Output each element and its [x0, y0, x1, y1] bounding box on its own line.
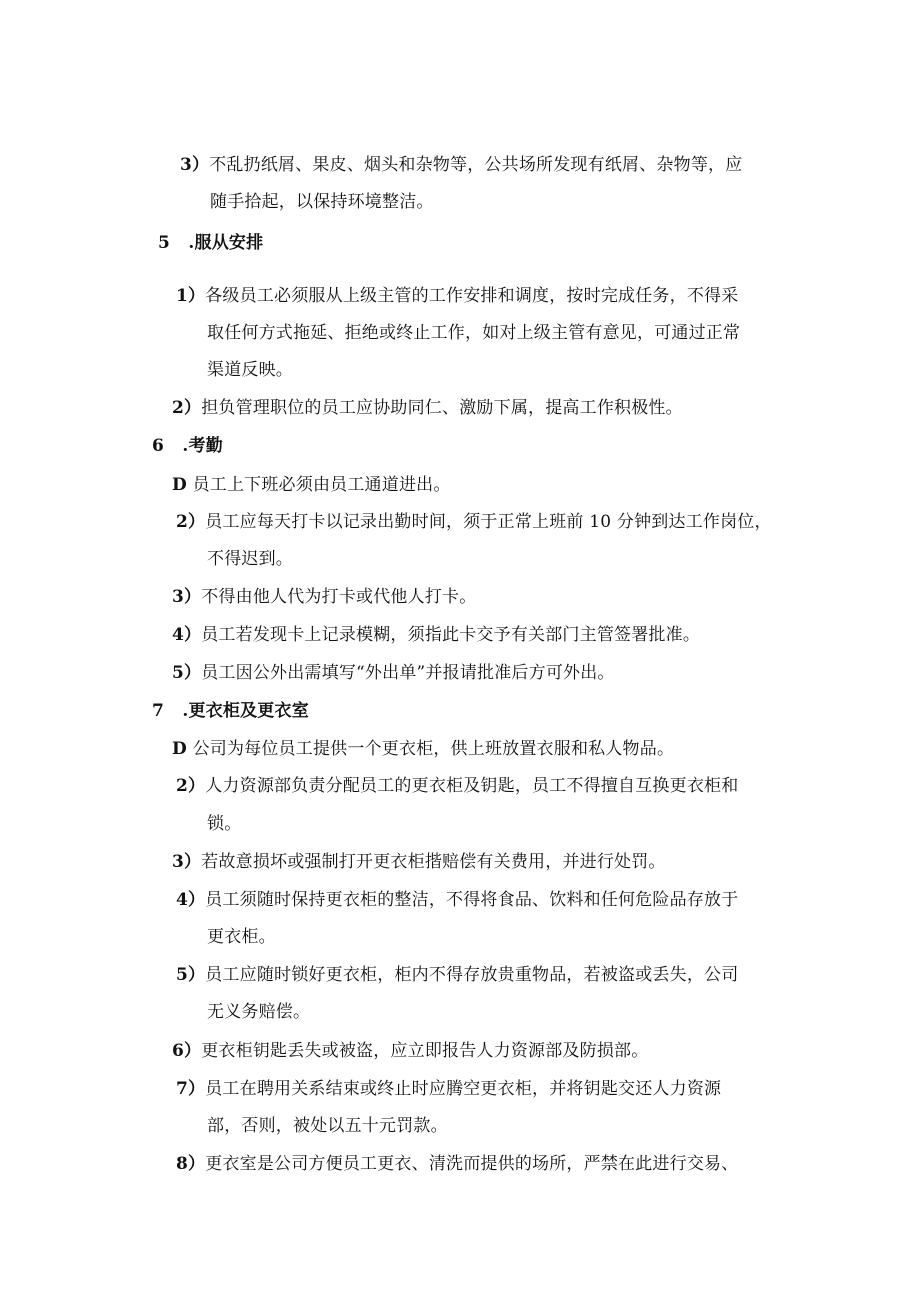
item-text: 不得由他人代为打卡或代他人打卡。 — [201, 587, 477, 607]
item-5-lock — [176, 963, 738, 987]
section-7-heading — [152, 699, 309, 723]
item-number: 2） — [176, 776, 206, 796]
item-text: 无义务赔偿。 — [207, 1002, 311, 1022]
item-6-key-lost — [172, 1039, 648, 1063]
item-text: 部，否则，被处以五十元罚款。 — [207, 1116, 448, 1136]
item-text: 人力资源部负责分配员工的更衣柜及钥匙，员工不得擅自互换更衣柜和 — [205, 776, 739, 796]
section-5-heading — [158, 231, 263, 255]
item-text: 更衣柜。 — [207, 927, 276, 947]
item-8-changing-room — [176, 1152, 738, 1176]
section-title: .考勤 — [182, 436, 223, 456]
item-text: 员工应每天打卡以记录出勤时间，须于正常上班前 10 分钟到达工作岗位， — [205, 512, 772, 532]
item-2-clock-in — [176, 510, 772, 534]
section-6-heading — [152, 434, 223, 458]
item-text: 员工应随时锁好更衣柜，柜内不得存放贵重物品，若被盗或丢失，公司 — [205, 965, 739, 985]
item-text: 公司为每位员工提供一个更衣柜，供上班放置衣服和私人物品。 — [192, 739, 675, 759]
item-text: 渠道反映。 — [207, 360, 293, 380]
item-number: 1） — [176, 286, 206, 306]
item-text: 员工上下班必须由员工通道进出。 — [192, 475, 451, 495]
section-number: 6 — [152, 436, 165, 456]
item-text: 不乱扔纸屑、果皮、烟头和杂物等，公共场所发现有纸屑、杂物等，应 — [209, 155, 743, 175]
item-1-passage — [172, 473, 451, 497]
section-title: .服从安排 — [188, 233, 264, 253]
item-number: 7） — [176, 1079, 206, 1099]
item-3-litter — [180, 153, 742, 177]
item-text: 员工须随时保持更衣柜的整洁，不得将食品、饮料和任何危险品存放于 — [205, 890, 739, 910]
item-text: 锁。 — [207, 814, 242, 834]
item-7-vacate-cont — [207, 1114, 448, 1138]
item-text: 员工因公外出需填写“外出单”并报请批准后方可外出。 — [201, 663, 615, 683]
item-2-locker-assign — [176, 774, 738, 798]
item-2-locker-assign-cont — [207, 812, 241, 836]
item-text: 取任何方式拖延、拒绝或终止工作，如对上级主管有意见，可通过正常 — [207, 323, 741, 343]
item-text: 员工若发现卡上记录模糊，须指此卡交予有关部门主管签署批准。 — [201, 625, 701, 645]
item-text: 不得迟到。 — [207, 549, 293, 569]
item-number: 8） — [176, 1154, 206, 1174]
item-number: 3） — [180, 155, 210, 175]
item-2-clock-in-cont — [207, 547, 293, 571]
item-number: 4） — [172, 625, 202, 645]
item-2-management — [172, 396, 683, 420]
item-text: 更衣柜钥匙丢失或被盗，应立即报告人力资源部及防损部。 — [201, 1041, 649, 1061]
item-number: 3） — [172, 587, 202, 607]
item-3-damage — [172, 850, 666, 874]
item-text: 担负管理职位的员工应协助同仁、激励下属，提高工作积极性。 — [201, 398, 683, 418]
item-number: 4） — [176, 890, 206, 910]
item-4-tidy-cont — [207, 925, 276, 949]
item-number: 6） — [172, 1041, 202, 1061]
item-text: 更衣室是公司方便员工更衣、清洗而提供的场所，严禁在此进行交易、 — [205, 1154, 739, 1174]
item-number: 5） — [176, 965, 206, 985]
item-number: 2） — [172, 398, 202, 418]
section-number: 7 — [152, 701, 165, 721]
item-number: 2） — [176, 512, 206, 532]
section-number: 5 — [158, 233, 171, 253]
item-3-proxy — [172, 585, 476, 609]
item-4-tidy — [176, 888, 738, 912]
item-text: 员工在聘用关系结束或终止时应腾空更衣柜，并将钥匙交还人力资源 — [205, 1079, 722, 1099]
item-1-obey — [176, 284, 738, 308]
item-3-litter-cont — [210, 190, 434, 214]
item-5-out-form — [172, 661, 615, 685]
section-title: .更衣柜及更衣室 — [182, 701, 309, 721]
item-number: 5） — [172, 663, 202, 683]
item-7-vacate — [176, 1077, 721, 1101]
item-text: 若故意损坏或强制打开更衣柜揩赔偿有关费用，并进行处罚。 — [201, 852, 666, 872]
item-1-obey-cont2 — [207, 358, 293, 382]
item-1-locker-provided — [172, 737, 674, 761]
item-number: D — [172, 475, 187, 495]
item-text: 随手拾起，以保持环境整洁。 — [210, 192, 434, 212]
item-1-obey-cont — [207, 321, 740, 345]
item-4-blurred-record — [172, 623, 700, 647]
item-5-lock-cont — [207, 1000, 310, 1024]
item-number: D — [172, 739, 187, 759]
item-text: 各级员工必须服从上级主管的工作安排和调度，按时完成任务，不得采 — [205, 286, 739, 306]
item-number: 3） — [172, 852, 202, 872]
